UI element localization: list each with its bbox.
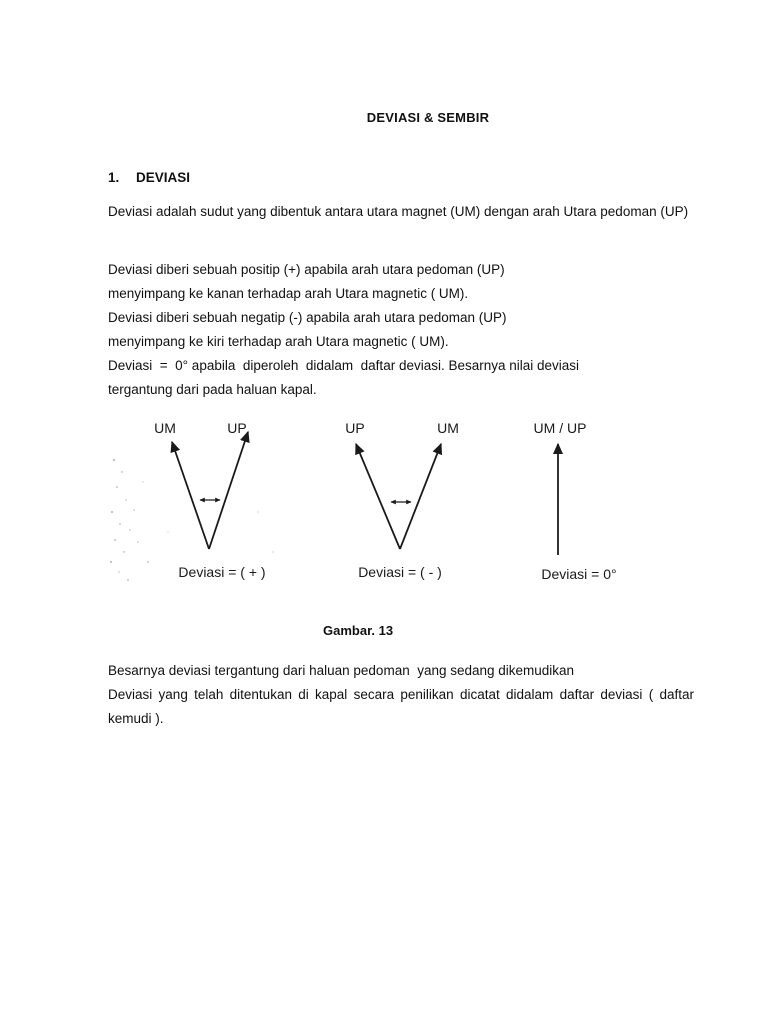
label-um: UM [154, 420, 176, 436]
section-heading [108, 170, 190, 185]
section-number: 1. [108, 170, 120, 185]
paragraph-line: Deviasi diberi sebuah negatip (-) apabila arah utara pedoman (UP) [108, 310, 507, 325]
section-title: DEVIASI [136, 170, 191, 185]
paragraph-line: tergantung dari pada haluan kapal. [108, 382, 317, 397]
paragraph-line: menyimpang ke kanan terhadap arah Utara magnetic ( UM). [108, 286, 469, 301]
diagram-positive [154, 420, 265, 580]
paragraph-line: Deviasi yang telah ditentukan di kapal secara penilikan dicatat didalam daftar deviasi ( daftar kemudi ). [108, 687, 694, 726]
figure-caption: Gambar. 13 [323, 623, 394, 638]
paragraph-definition: Deviasi adalah sudut yang dibentuk antara utara magnet (UM) dengan arah Utara pedoman (UP) [108, 204, 689, 219]
diagram-zero [534, 420, 617, 582]
label-up: UP [227, 420, 247, 436]
deviation-diagrams [108, 412, 628, 597]
paragraph-line: menyimpang ke kiri terhadap arah Utara magnetic ( UM). [108, 334, 449, 349]
label-up: UP [345, 420, 365, 436]
caption-negative: Deviasi = ( - ) [358, 564, 442, 580]
document-title: DEVIASI & SEMBIR [366, 110, 490, 125]
arrow-up [209, 432, 248, 549]
paragraph-closing [108, 659, 694, 731]
paragraph-sign-rules [108, 258, 694, 402]
arrow-um [400, 444, 441, 549]
arrow-um [172, 442, 209, 549]
label-um: UM [437, 420, 459, 436]
diagram-negative [345, 420, 459, 580]
caption-positive: Deviasi = ( + ) [178, 564, 266, 580]
paragraph-line: Besarnya deviasi tergantung dari haluan pedoman yang sedang dikemudikan [108, 663, 575, 678]
paragraph-line: Deviasi diberi sebuah positip (+) apabila arah utara pedoman (UP) [108, 262, 505, 277]
deviation-figure [108, 412, 628, 597]
caption-zero: Deviasi = 0° [541, 566, 617, 582]
arrow-up [356, 444, 400, 549]
paragraph-line: Deviasi = 0° apabila diperoleh didalam daftar deviasi. Besarnya nilai deviasi [108, 358, 580, 373]
label-um-up: UM / UP [533, 420, 587, 436]
scan-speckle [110, 459, 273, 581]
